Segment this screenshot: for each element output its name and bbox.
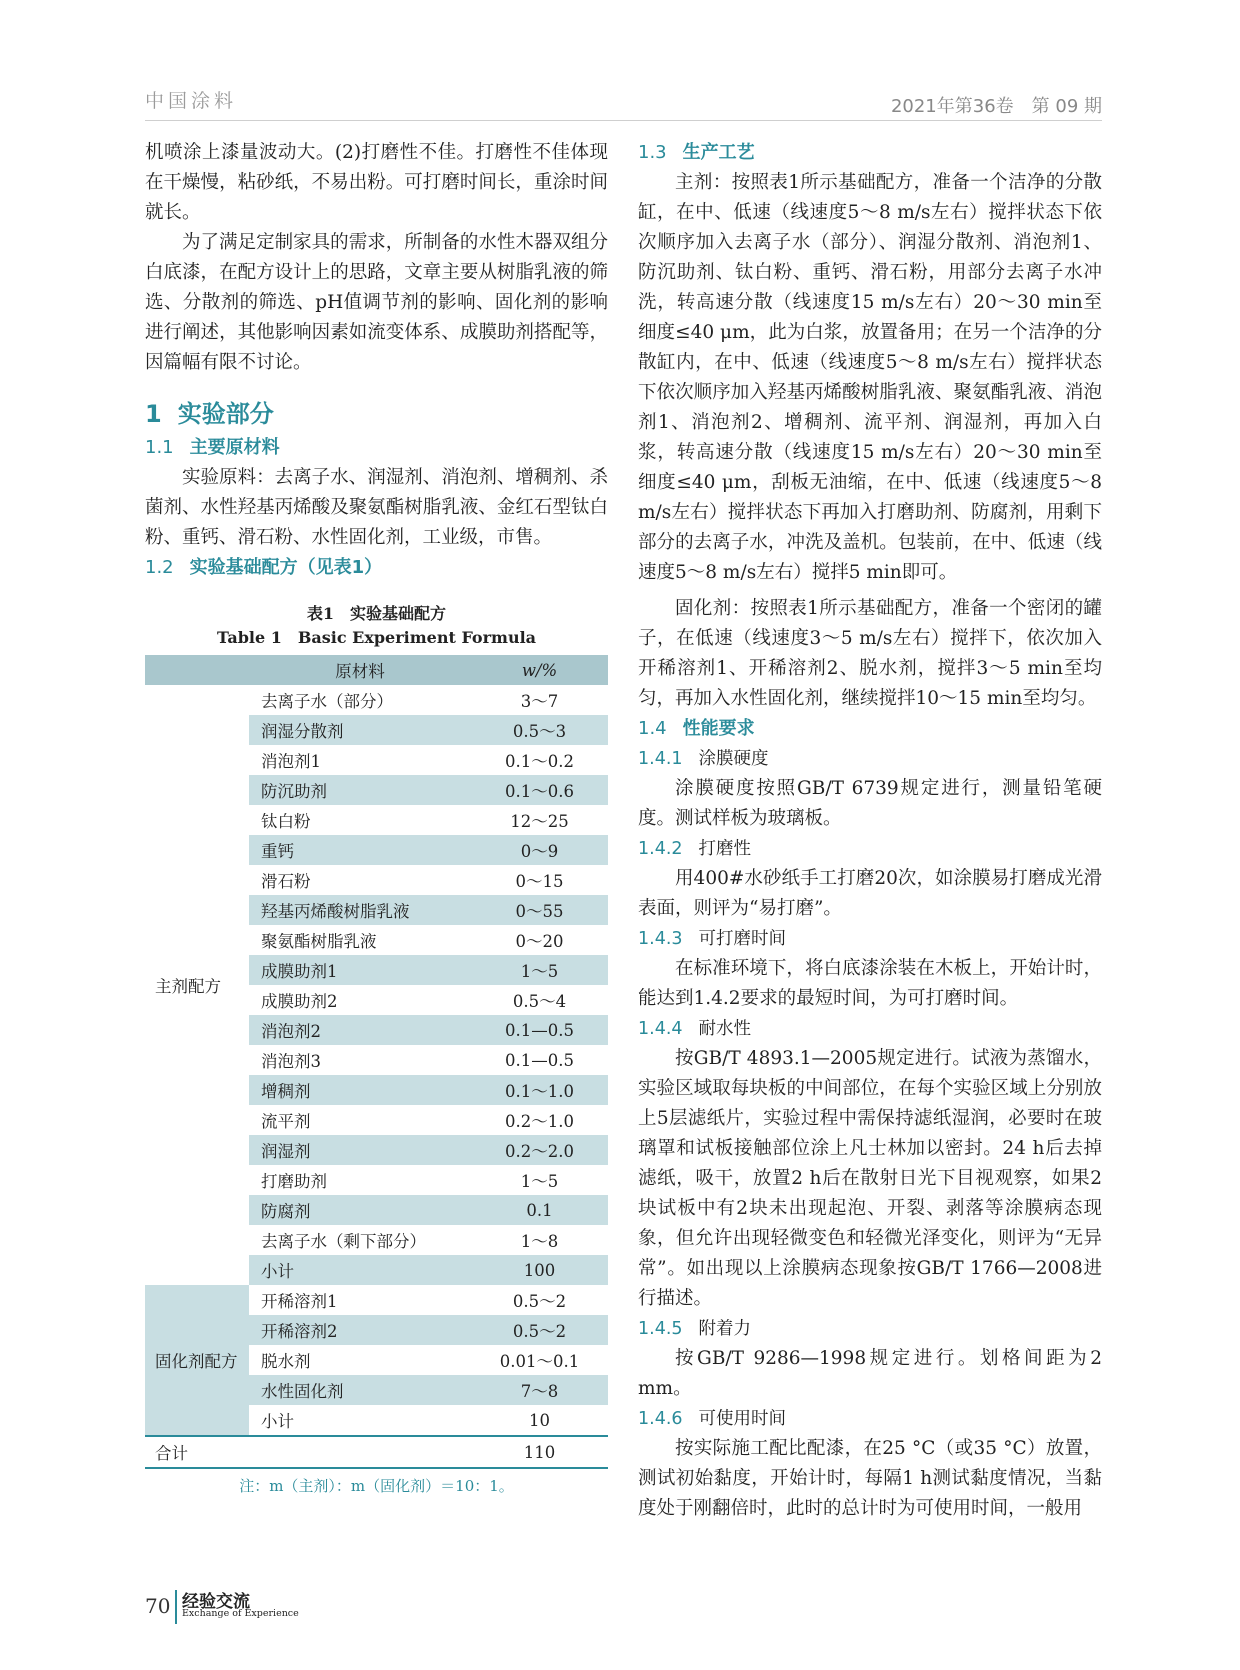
subsection-number: 1.4 [638,718,667,739]
formula-table [145,655,608,1469]
table-cell-material: 滑石粉 [261,872,311,891]
subsubsection-heading [638,834,1102,864]
table-total-value: 110 [471,1436,608,1468]
table-cell-value: 0～15 [515,872,564,891]
paragraph: 为了满足定制家具的需求，所制备的水性木器双组分白底漆，在配方设计上的思路，文章主要从树脂乳液的筛选、分散剂的筛选、pH值调节剂的影响、固化剂的影响进行阐述，其他影响因素如流变体系、成膜助剂搭配等，因篇幅有限不讨论。 [145,232,608,373]
paragraph: 机喷涂上漆量波动大。(2)打磨性不佳。打磨性不佳体现在干燥慢，粘砂纸，不易出粉。可打磨时间长，重涂时间就长。 [145,142,608,223]
table-cell-value: 0.1～0.2 [505,752,574,771]
subsubsection-heading [638,744,1102,774]
table-cell-value: 0.1～0.6 [471,775,608,805]
table-cell-material: 开稀溶剂2 [249,1315,471,1345]
footer-divider [175,1590,177,1624]
table-cell-value: 1～5 [471,955,608,985]
paragraph: 按GB/T 9286—1998规定进行。划格间距为2 mm。 [638,1348,1102,1399]
subsubsection-number: 1.4.1 [638,749,683,769]
table-cell-value: 0～9 [471,835,608,865]
subsubsection-number: 1.4.5 [638,1319,683,1339]
table-cell-material: 开稀溶剂1 [261,1292,338,1311]
table-cell-material: 重钙 [249,835,471,865]
table-cell-value: 0.1 [471,1195,608,1225]
paragraph: 按实际施工配比配漆，在25 °C（或35 °C）放置，测试初始黏度，开始计时，每隔1 h测试黏度情况，当黏度处于刚翻倍时，此时的总计时为可使用时间，一般用 [638,1438,1102,1519]
subsection-heading [145,433,608,463]
table-cell-value: 10 [529,1410,550,1430]
table-cell-material: 消泡剂2 [249,1015,471,1045]
section-title: 实验部分 [177,400,274,428]
table-cell-material: 小计 [261,1412,294,1431]
table-cell-value: 3～7 [520,692,559,711]
subsection-heading [145,553,608,583]
subsubsection-title: 涂膜硬度 [698,749,769,769]
table-cell-material: 钛白粉 [261,812,311,831]
table-cell-value: 0.5～2 [512,1292,567,1311]
subsection-title: 实验基础配方（见表1） [189,557,383,578]
table-header-w: w/% [471,655,608,685]
subsection-number: 1.1 [145,437,174,458]
subsubsection-number: 1.4.3 [638,929,683,949]
table-header-blank [145,655,249,685]
table-cell-value: 100 [471,1255,608,1285]
paragraph: 在标准环境下，将白底漆涂装在木板上，开始计时，能达到1.4.2要求的最短时间，为可打磨时间。 [638,958,1102,1009]
subsubsection-title: 可打磨时间 [698,929,787,949]
section-number: 1 [145,400,162,428]
table-row [145,685,608,715]
table-cell-value: 1～8 [520,1232,559,1251]
subsubsection-title: 可使用时间 [698,1409,787,1429]
subsubsection-heading [638,924,1102,954]
header-rule [145,120,1102,121]
subsection-title: 性能要求 [682,718,755,739]
table-cell-material: 羟基丙烯酸树脂乳液 [249,895,471,925]
table-cell-value: 0.5～2 [471,1315,608,1345]
table-cell-material: 消泡剂1 [261,752,321,771]
table-cell-material: 增稠剂 [249,1075,471,1105]
table-total-label: 合计 [145,1436,249,1468]
table-title-en: Table 1 Basic Experiment Formula [216,628,537,647]
issue-info: 2021年第36卷 第 09 期 [890,96,1102,117]
table-category: 固化剂配方 [145,1285,249,1436]
subsubsection-title: 打磨性 [698,839,752,859]
table-cell-material: 小计 [249,1255,471,1285]
subsection-title: 生产工艺 [682,142,755,163]
table-cell-value: 1～5 [520,1172,559,1191]
subsection-number: 1.2 [145,557,174,578]
table-cell-material: 防沉助剂 [249,775,471,805]
table-cell-value: 0.2～1.0 [505,1112,574,1131]
subsubsection-number: 1.4.6 [638,1409,683,1429]
paragraph: 涂膜硬度按照GB/T 6739规定进行，测量铅笔硬度。测试样板为玻璃板。 [638,778,1102,829]
table-row [145,1285,608,1315]
table-cell-material: 水性固化剂 [249,1375,471,1405]
right-column [638,138,1102,1524]
paragraph: 固化剂：按照表1所示基础配方，准备一个密闭的罐子，在低速（线速度3～5 m/s左右）搅拌下，依次加入开稀溶剂1、开稀溶剂2、脱水剂，搅拌3～5 min至均匀，再加入水性固化剂，继续搅拌10～15 min至均匀。 [638,598,1102,709]
table-title: 表1 实验基础配方 [306,604,447,623]
table-cell-value: 0.1—0.5 [505,1050,574,1070]
subsection-heading [638,714,1102,744]
table-note: 注：m（主剂）：m（固化剂）＝10：1。 [239,1477,514,1495]
table-cell-material: 润湿分散剂 [249,715,471,745]
subsubsection-number: 1.4.4 [638,1019,683,1039]
table-cell-value: 0.2～2.0 [471,1135,608,1165]
subsubsection-heading [638,1314,1102,1344]
paragraph: 主剂：按照表1所示基础配方，准备一个洁净的分散缸，在中、低速（线速度5～8 m/s左右）搅拌状态下依次顺序加入去离子水（部分）、润湿分散剂、消泡剂1、防沉助剂、钛白粉、重钙、滑石粉，用部分去离子水冲洗，转高速分散（线速度15 m/s左右）20～30 min至细度≤40 μm，此为白浆，放置备用；在另一个洁净的分散缸内，在中、低速（线速度5～8 m/s左右）搅拌状态下依次顺序加入羟基丙烯酸树脂乳液、聚氨酯乳液、消泡剂1、消泡剂2、增稠剂、流平剂、润湿剂，再加入白浆，转高速分散（线速度15 m/s左右）20～30 min至细度≤40 μm，刮板无油缩，在中、低速（线速度5～8 m/s左右）搅拌状态下再加入打磨助剂、防腐剂，用剩下部分的去离子水，冲洗及盖机。包装前，在中、低速（线速度5～8 m/s左右）搅拌5 min即可。 [638,172,1102,583]
table-cell-value: 0.01～0.1 [499,1352,580,1371]
table-total-row [145,1436,608,1468]
section-heading [145,394,608,429]
paragraph: 用400#水砂纸手工打磨20次，如涂膜易打磨成光滑表面，则评为“易打磨”。 [638,868,1102,919]
table-total-blank [249,1436,471,1468]
subsection-heading [638,138,1102,168]
subsection-number: 1.3 [638,142,667,163]
table-cell-material: 防腐剂 [249,1195,471,1225]
journal-name: 中国涂料 [145,90,238,112]
table-cell-material: 去离子水（剩下部分） [261,1232,426,1251]
table-cell-material: 聚氨酯树脂乳液 [261,932,377,951]
table-cell-value: 0～20 [515,932,564,951]
subsubsection-heading [638,1014,1102,1044]
subsubsection-heading [638,1404,1102,1434]
table-cell-value: 0.5～4 [512,992,567,1011]
subsection-title: 主要原材料 [189,437,280,458]
footer-section-cn: 经验交流 [182,1592,250,1612]
table-cell-value: 7～8 [471,1375,608,1405]
table-cell-material: 成膜助剂1 [249,955,471,985]
footer-section-en: Exchange of Experience [182,1608,299,1619]
table-cell-value: 0.1～1.0 [471,1075,608,1105]
page-number: 70 [145,1594,171,1618]
paragraph: 按GB/T 4893.1—2005规定进行。试液为蒸馏水，实验区域取每块板的中间部位，在每个实验区域上分别放上5层滤纸片，实验过程中需保持滤纸湿润，必要时在玻璃罩和试板接触部位涂上凡士林加以密封。24 h后去掉滤纸，吸干，放置2 h后在散射日光下目视观察，如果2块试板中有2块未出现起泡、开裂、剥落等涂膜病态现象，但允许出现轻微变色和轻微光泽变化，则评为“无异常”。如出现以上涂膜病态现象按GB/T 1766—2008进行描述。 [638,1048,1102,1309]
left-column [145,138,608,1496]
table-cell-value: 0～55 [471,895,608,925]
table-cell-material: 打磨助剂 [261,1172,327,1191]
subsubsection-number: 1.4.2 [638,839,683,859]
paragraph: 实验原料：去离子水、润湿剂、消泡剂、增稠剂、杀菌剂、水性羟基丙烯酸及聚氨酯树脂乳液、金红石型钛白粉、重钙、滑石粉、水性固化剂，工业级，市售。 [145,467,608,548]
table-cell-material: 脱水剂 [261,1352,311,1371]
table-cell-material: 消泡剂3 [261,1052,321,1071]
table-cell-value: 0.5～3 [471,715,608,745]
table-cell-value: 12～25 [510,812,569,831]
table-cell-value: 0.1—0.5 [471,1015,608,1045]
table-cell-material: 成膜助剂2 [261,992,338,1011]
subsubsection-title: 耐水性 [698,1019,752,1039]
subsubsection-title: 附着力 [698,1319,752,1339]
table-header-material: 原材料 [249,655,471,685]
table-category: 主剂配方 [155,977,221,996]
table-cell-material: 去离子水（部分） [261,692,393,711]
table-cell-material: 润湿剂 [249,1135,471,1165]
table-cell-material: 流平剂 [261,1112,311,1131]
